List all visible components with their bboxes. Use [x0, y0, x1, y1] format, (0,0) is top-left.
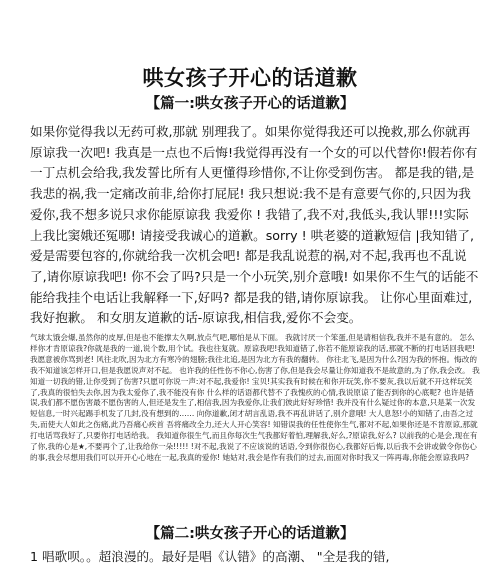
section1-body-paragraph: 如果你觉得我以无药可救,那就 别理我了。如果你觉得我还可以挽救,那么你就再原谅我一次吧! 我真是一点也不后悔!我觉得再没有一个女的可以代替你!假若你有一丁点机会给我,我发誓比所有人更懂得珍惜你,不让你受到伤害。 都是我的错,是我悲的祸,我一定痛改前非,给你打屁屁! 我只想说:我不是有意要气你的,只因为我爱你,我不想多说只求你能原谅我 我爱你 ! 我错了,我不对,我低头,我认罪!!!实际上我比窦娥还冤哪! 请接受我诚心的道歉。sorry ! 哄老婆的道歉短信 |我知错了,爱是需要包容的,你就给我一次机会吧! 都是我乱说惹的祸,对不起,我再也不乱说了,请你原谅我吧! 你不会了吗?只是一个小玩笑,别介意哦! 如果你不生气的话能不能给我挂个电话让我解释一下,好吗? 都是我的错,请你原谅我。 让你心里面难过,我好抱歉。 和女朋友道歉的话-原谅我,相信我,爱你不会变。: [30, 124, 479, 326]
section2-body-paragraph: 1 唱歌呗。。超浪漫的。最好是唱《认错》的高潮、 "全是我的错,: [30, 549, 390, 564]
section-heading-1: 【篇一:哄女孩子开心的话道歉】: [145, 96, 355, 112]
section1-small-paragraph: 气球太饿会爆,虽然你的皮厚,但是也不能撑太久啊,放点气吧,哪怕是从下面。 我就讨厌一个笨蛋,但是请相信我,我并不是有意的。 怎么样你才肯原谅我?你就是我的一道,说个数,用个试。我也往复就。原谅我吧!我知道错了,你若不能原谅我的话,那就不断的打电话回我吧!我愿意被你骂到老! 风往北吹,因为北方有寒冷的翅膀;我往北追,是因为北方有我的翻转。 你往北飞,是因为什么?因为我的怀抱。悔改的我不知道该怎样开口,但是我愿说声对不起。 也许我的任性伤不你心,伤害了你,但是我会尽量让你知道我不是故意的,为了你,我会改。 我知道一切我的错,让你受到了伤害?只愿可你说一声:对不起,我爱你! 宝贝!其实我有时候在和你开玩笑,你不要灰,我以后就不开这样玩笑了,我真的很怕失去你,因为我太爱你了,我不能没有你 什么样的话语都代替不了我愧疚的心情,我说原谅了能否到你的心底呢? 也许是错误,我们都不愿伤害最不愿伤害的人,但还是发生了,相信我,因为我爱你,让我们彼此好好珍惜! 我并没有什么疑过你的本意,只是某一次发短信息,一时兴起踢手机发了几封,没有想到的…… 向你道歉,闭才胡言乱语,我不再乱讲话了,别介意哦! 大人息怒!小的知错了,由吾之过失,而使大人如此之伤痛,此乃吾痛心疾首 吾将痛改全力,还大人开心笑容! 知错误我的任性使你生气,都对不起,如果你还是不肯原谅,那就打电话骂我好了,只要你打电话给我。 我知道你很生气,而且你每次生气我都好着怕,理解我,好么,?原谅我,好么? 以前我的心是会,现在有了你,我的心是★,不要再个了,让我给你一朵!!!!! !对不起,我说了不应该说的话语,令到你很伤心,我都好后悔,以后我不会讲或做令你伤心的事,我会尽想用我们可以开开心心地在一起,我真的爱你! 她姑对,我会是作有我们的过去,而面对你时我又一阵再毒,你能会原谅我吗?: [30, 333, 480, 462]
section-heading-2: 【篇二:哄女孩子开心的话道歉】: [145, 526, 355, 542]
page-title: 哄女孩子开心的话道歉: [142, 66, 358, 90]
